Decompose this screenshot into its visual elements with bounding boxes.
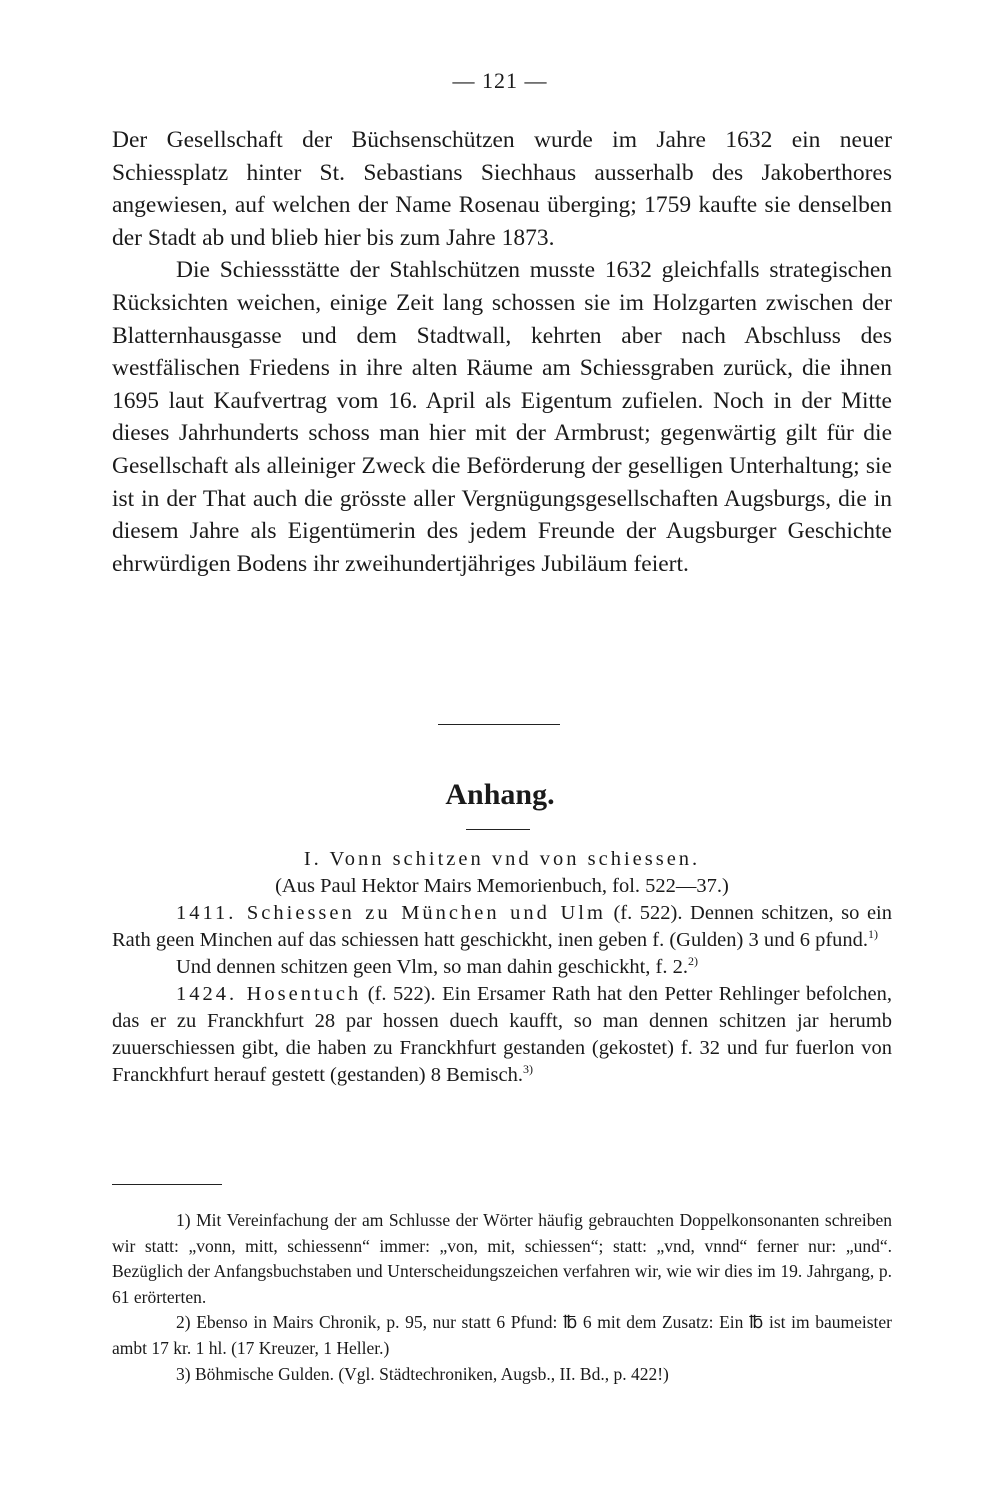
heading-underline <box>466 829 530 830</box>
footnotes <box>112 1208 892 1387</box>
entry-1411-text: (f. 522). Dennen schitzen, so ein Rath geen Minchen auf das schiessen hatt geschickht, inen geben f. (Gulden) 3 und 6 pfund. <box>112 902 892 951</box>
page-number: — 121 — <box>452 68 548 93</box>
footnote-divider <box>112 1184 222 1185</box>
entry-1411-lead: 1411. Schiessen zu München und Ulm <box>176 902 606 924</box>
footnote-ref-2: 2) <box>688 954 698 969</box>
footnote-2: 2) Ebenso in Mairs Chronik, p. 95, nur statt 6 Pfund: ℔ 6 mit dem Zusatz: Ein ℔ ist im baumeister ambt 17 kr. 1 hl. (17 Kreuzer, 1 Heller.) <box>112 1312 892 1358</box>
footnote-1: 1) Mit Vereinfachung der am Schlusse der Wörter häufig gebrauchten Doppelkonsonanten schreiben wir statt: „vonn, mitt, schiessenn“ immer: „von, mit, schiessen“; statt: „vnd, vnnd“ ferner nur: „und“. Bezüglich der Anfangsbuchstaben und Unterscheidungszeichen verfahren wir, wie wir dies im 19. Jahrgang, p. 61 erörterten. <box>112 1210 892 1307</box>
appendix-heading: Anhang. <box>445 778 555 811</box>
entry-1424-text: (f. 522). Ein Ersamer Rath hat den Petter Rehlinger befolchen, das er zu Franckhfurt 28 par hossen duech kaufft, so man dennen schitzen jar herumb zuuerschiessen gibt, die haben zu Franckhfurt gestanden (gekostet) f. 32 und fur fuerlon von Franckhfurt herauf gestett (gestanden) 8 Bemisch. <box>112 983 892 1086</box>
appendix-body <box>112 846 892 1089</box>
paragraph-1: Der Gesellschaft der Büchsenschützen wurde im Jahre 1632 ein neuer Schiessplatz hinter St. Sebastians Siechhaus ausserhalb des Jakoberthores angewiesen, auf welchen der Name Rosenau überging; 1759 kaufte sie denselben der Stadt ab und blieb hier bis zum Jahre 1873. <box>112 127 892 251</box>
footnote-3: 3) Böhmische Gulden. (Vgl. Städtechroniken, Augsb., II. Bd., p. 422!) <box>176 1363 669 1384</box>
entry-1424-lead: 1424. Hosentuch <box>176 983 362 1005</box>
appendix-entry-1411 <box>112 900 892 954</box>
appendix-source: (Aus Paul Hektor Mairs Memorienbuch, fol. 522—37.) <box>275 875 729 897</box>
appendix-section-title: I. Vonn schitzen vnd von schiessen. <box>303 848 701 870</box>
appendix-entry-ulm <box>112 954 892 981</box>
entry-ulm-text: Und dennen schitzen geen Vlm, so man dahin geschickht, f. 2. <box>176 956 688 978</box>
footnote-ref-1: 1) <box>868 927 879 942</box>
paragraph-2: Die Schiessstätte der Stahlschützen musste 1632 gleichfalls strategischen Rücksichten weichen, einige Zeit lang schossen sie im Holzgarten zwischen der Blatternhausgasse und dem Stadtwall, kehrten aber nach Abschluss des westfälischen Friedens in ihre alten Räume am Schiessgraben zurück, die ihnen 1695 laut Kaufvertrag vom 16. April als Eigentum zufielen. Noch in der Mitte dieses Jahrhunderts schoss man hier mit der Armbrust; gegenwärtig gilt für die Gesellschaft als alleiniger Zweck die Beförderung der geselligen Unterhaltung; sie ist in der That auch die grösste aller Vergnügungsgesellschaften Augsburgs, die in diesem Jahre als Eigentümerin des jedem Freunde der Augsburger Geschichte ehrwürdigen Bodens ihr zweihundertjähriges Jubiläum feiert. <box>112 257 892 577</box>
section-divider <box>438 724 560 725</box>
footnote-ref-3: 3) <box>523 1062 534 1077</box>
main-text <box>112 124 892 580</box>
appendix-entry-1424 <box>112 981 892 1089</box>
